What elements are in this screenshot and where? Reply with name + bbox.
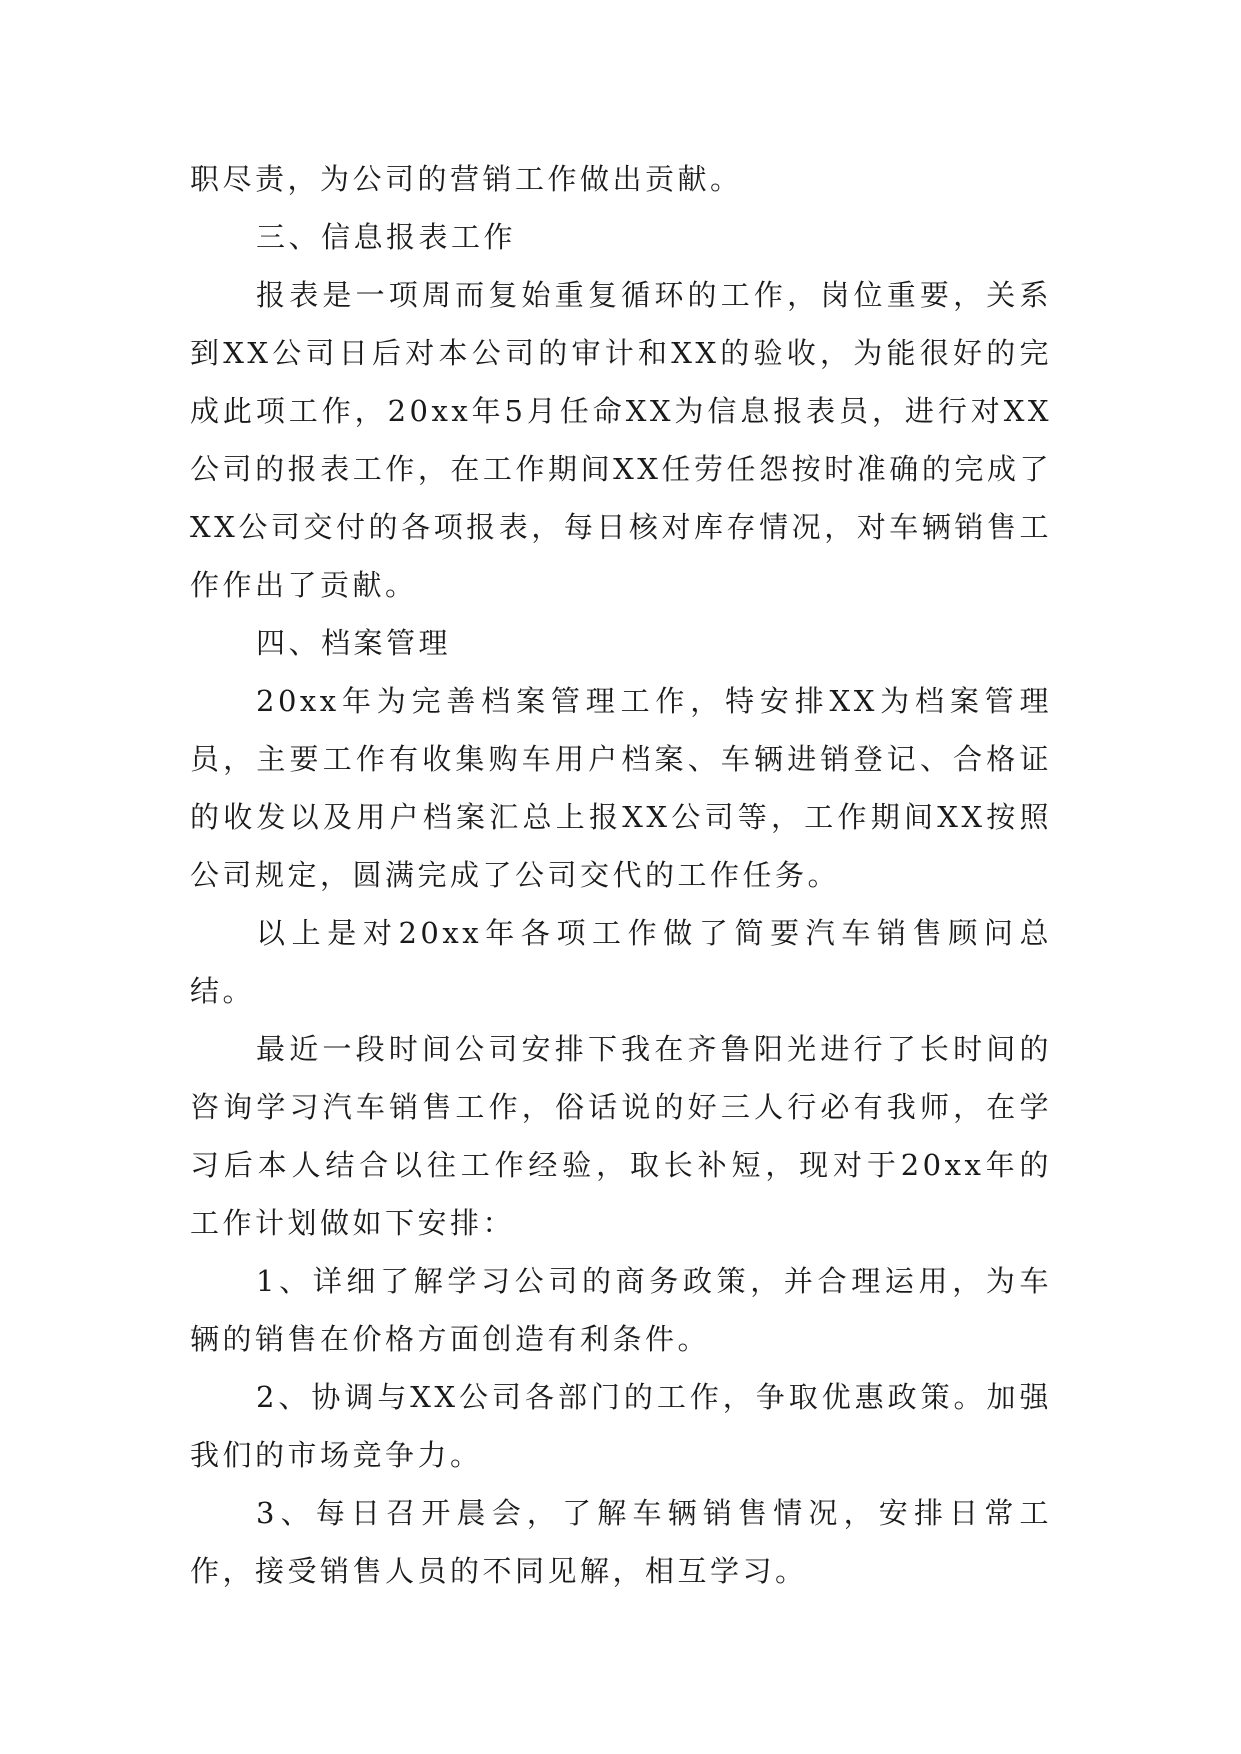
paragraph-continuation: 职尽责，为公司的营销工作做出贡献。 — [190, 162, 743, 196]
list-item-plan-3: 3、每日召开晨会，了解车辆销售情况，安排日常工作，接受销售人员的不同见解，相互学习。 — [190, 1496, 1052, 1588]
paragraph-info-reports: 报表是一项周而复始重复循环的工作，岗位重要，关系到XX公司日后对本公司的审计和XX的验收，为能很好的完成此项工作，20xx年5月任命XX为信息报表员，进行对XX公司的报表工作，在工作期间XX任劳任怨按时准确的完成了XX公司交付的各项报表，每日核对库存情况，对车辆销售工作作出了贡献。 — [190, 278, 1052, 602]
paragraph-plan-intro: 最近一段时间公司安排下我在齐鲁阳光进行了长时间的咨询学习汽车销售工作，俗话说的好三人行必有我师，在学习后本人结合以往工作经验，取长补短，现对于20xx年的工作计划做如下安排： — [190, 1032, 1052, 1240]
section-heading-info-reports: 三、信息报表工作 — [256, 220, 517, 254]
list-item-plan-2: 2、协调与XX公司各部门的工作，争取优惠政策。加强我们的市场竞争力。 — [190, 1380, 1052, 1472]
document-body — [190, 150, 1052, 1600]
list-item-plan-1: 1、详细了解学习公司的商务政策，并合理运用，为车辆的销售在价格方面创造有利条件。 — [190, 1264, 1052, 1356]
paragraph-summary: 以上是对20xx年各项工作做了简要汽车销售顾问总结。 — [190, 916, 1052, 1008]
paragraph-archive-management: 20xx年为完善档案管理工作，特安排XX为档案管理员，主要工作有收集购车用户档案、车辆进销登记、合格证的收发以及用户档案汇总上报XX公司等，工作期间XX按照公司规定，圆满完成了公司交代的工作任务。 — [190, 684, 1052, 892]
section-heading-archive-management: 四、档案管理 — [256, 626, 452, 660]
